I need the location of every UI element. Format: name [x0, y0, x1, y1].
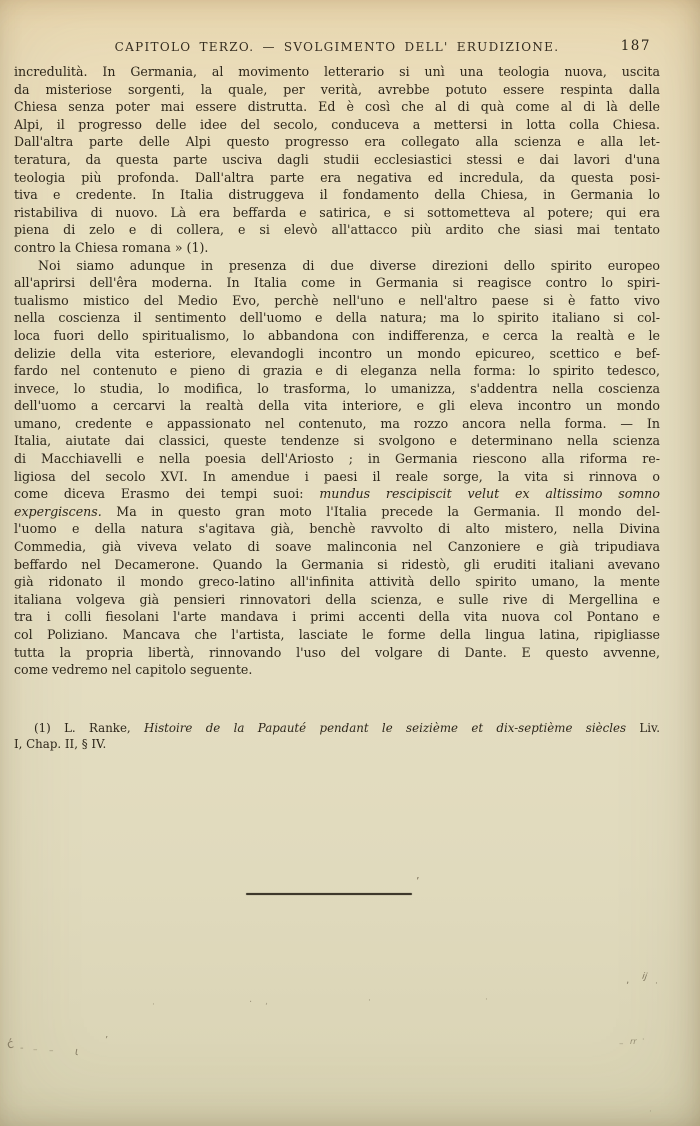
- footnote: [14, 721, 660, 753]
- ink-speck: ć: [5, 1036, 15, 1052]
- text-line: loca fuori dello spiritualismo, lo abbandona con indifferenza, e cerca la realtà e le: [14, 327, 660, 343]
- ink-speck: ’: [416, 875, 420, 888]
- text-line: Chiesa senza poter mai essere distrutta. Ed è così che al di quà come al di là delle: [14, 99, 660, 115]
- text-line: di Macchiavelli e nella poesia dell'Ariosto ; in Germania riescono alla riforma re-: [14, 451, 660, 467]
- ink-speck: –: [619, 1039, 624, 1049]
- text-line: invece, lo studia, lo modifica, lo trasforma, lo umanizza, s'addentra nella coscienza: [14, 380, 660, 396]
- text-line: I, Chap. II, § IV.: [14, 736, 107, 751]
- ink-speck: ‚: [626, 975, 630, 986]
- text-line: piena di zelo e di collera, e si elevò all'attacco più ardito che siasi mai tentato: [14, 222, 660, 238]
- plain-text: Liv.: [626, 721, 660, 735]
- text-line: incredulità. In Germania, al movimento letterario si unì una teologia nuova, uscita: [14, 64, 660, 79]
- ink-speck: ·: [642, 1035, 645, 1044]
- ink-speck: –: [33, 1045, 38, 1055]
- ink-speck: –: [49, 1046, 54, 1056]
- plain-text: come diceva Erasmo dei tempi suoi:: [14, 486, 320, 502]
- ink-speck: ‚: [265, 997, 268, 1007]
- body-text: [14, 63, 660, 679]
- text-line: dell'uomo a cercarvi la realtà della vita interiore, e gli eleva incontro un mondo: [14, 398, 660, 414]
- plain-text: (1) L. Ranke,: [34, 721, 145, 735]
- italic-text: mundus rescipiscit velut ex altissimo somno: [319, 486, 660, 502]
- text-line: tualismo mistico del Medio Evo, perchè nell'uno e nell'altro paese si è fatto vivo: [14, 292, 660, 308]
- ink-speck: ·: [152, 1000, 155, 1010]
- ink-speck: ·: [249, 997, 253, 1008]
- italic-text: Histoire de la Papauté pendant le seizième et dix-septième siècles: [144, 721, 627, 735]
- text-line: teratura, da questa parte usciva dagli studii ecclesiastici stessi e dai lavori d'una: [14, 151, 660, 167]
- text-line: da misteriose sorgenti, la quale, per verità, avrebbe potuto essere respinta dalla: [14, 81, 660, 97]
- page-number: 187: [620, 38, 651, 54]
- text-line: [14, 503, 660, 521]
- text-line: Italia, aiutate dai classici, queste tendenze si svolgono e determinano nella scienza: [14, 433, 660, 449]
- text-line: Alpi, il progresso delle idee del secolo, conduceva a mettersi in lotta colla Chiesa.: [14, 116, 660, 132]
- running-head: CAPITOLO TERZO. — SVOLGIMENTO DELL' ERUDIZIONE.: [114, 40, 560, 54]
- section-divider-rule: [246, 893, 412, 895]
- text-line: tutta la propria libertà, rinnovando l'uso del volgare di Dante. E questo avvenne,: [14, 644, 660, 660]
- text-line: come vedremo nel capitolo seguente.: [14, 662, 253, 678]
- text-line: all'aprirsi dell'êra moderna. In Italia come in Germania si reagisce contro lo spiri-: [14, 275, 660, 291]
- ink-speck: ·: [485, 995, 488, 1005]
- ink-speck: -: [20, 1043, 24, 1054]
- text-line: già ridonato il mondo greco-latino all'infinita attività dello spirito umano, la mente: [14, 574, 660, 590]
- text-line: delizie della vita esteriore, elevandogli incontro un mondo epicureo, scettico e bef-: [14, 345, 660, 361]
- ink-speck: ·: [649, 1107, 652, 1117]
- ink-speck: ι: [73, 1044, 80, 1059]
- text-line: Dall'altra parte delle Alpi questo progresso era collegato alla scienza e alla let-: [14, 134, 660, 150]
- plain-text: Ma in questo gran moto l'Italia precede la Germania. Il mondo del-: [101, 503, 660, 519]
- text-line: col Poliziano. Mancava che l'artista, lasciate le forme della lingua latina, ripigliasse: [14, 627, 660, 642]
- ink-speck: ij: [641, 971, 648, 983]
- text-line: fardo nel contenuto e pieno di grazia e di eleganza nella forma: lo spirito tedesco,: [14, 363, 660, 379]
- text-line: italiana volgeva già pensieri rinnovatori della scienza, e sulle rive di Mergellina e: [14, 591, 660, 607]
- text-line: ristabiliva di nuovo. Là era beffarda e satirica, e si sottometteva al potere; qui era: [14, 204, 660, 220]
- text-line: [14, 721, 660, 737]
- text-line: ligiosa del secolo XVI. In amendue i paesi il reale sorge, la vita si rinnova o: [14, 468, 660, 484]
- text-line: nella coscienza il sentimento dell'uomo e della natura; ma lo spirito italiano si col-: [14, 310, 660, 326]
- text-line: tra i colli fiesolani l'arte mandava i primi accenti della vita nuova col Pontano e: [14, 609, 660, 625]
- text-line: l'uomo e della natura s'agitava già, benchè ravvolto di alto mistero, nella Divina: [14, 521, 660, 537]
- text-line: [14, 485, 660, 503]
- text-line: umano, credente e appassionato nel contenuto, ma rozzo ancora nella forma. — In: [14, 415, 660, 431]
- text-line: Noi siamo adunque in presenza di due diverse direzioni dello spirito europeo: [38, 257, 660, 273]
- ink-speck: rr: [630, 1037, 637, 1046]
- text-line: teologia più profonda. Dall'altra parte era negativa ed incredula, da questa posi-: [14, 169, 660, 185]
- ink-speck: ·: [655, 979, 658, 989]
- ink-speck: ’: [105, 1035, 109, 1046]
- text-line: contro la Chiesa romana » (1).: [14, 239, 209, 255]
- ink-speck: ·: [368, 996, 371, 1006]
- text-line: beffardo nel Decamerone. Quando la Germania si ridestò, gli eruditi italiani avevano: [14, 556, 660, 572]
- text-line: Commedia, già viveva velato di soave malinconia nel Canzoniere e già tripudiava: [14, 539, 660, 555]
- italic-text: expergiscens.: [14, 503, 102, 519]
- text-line: tiva e credente. In Italia distruggeva il fondamento della Chiesa, in Germania lo: [14, 187, 660, 203]
